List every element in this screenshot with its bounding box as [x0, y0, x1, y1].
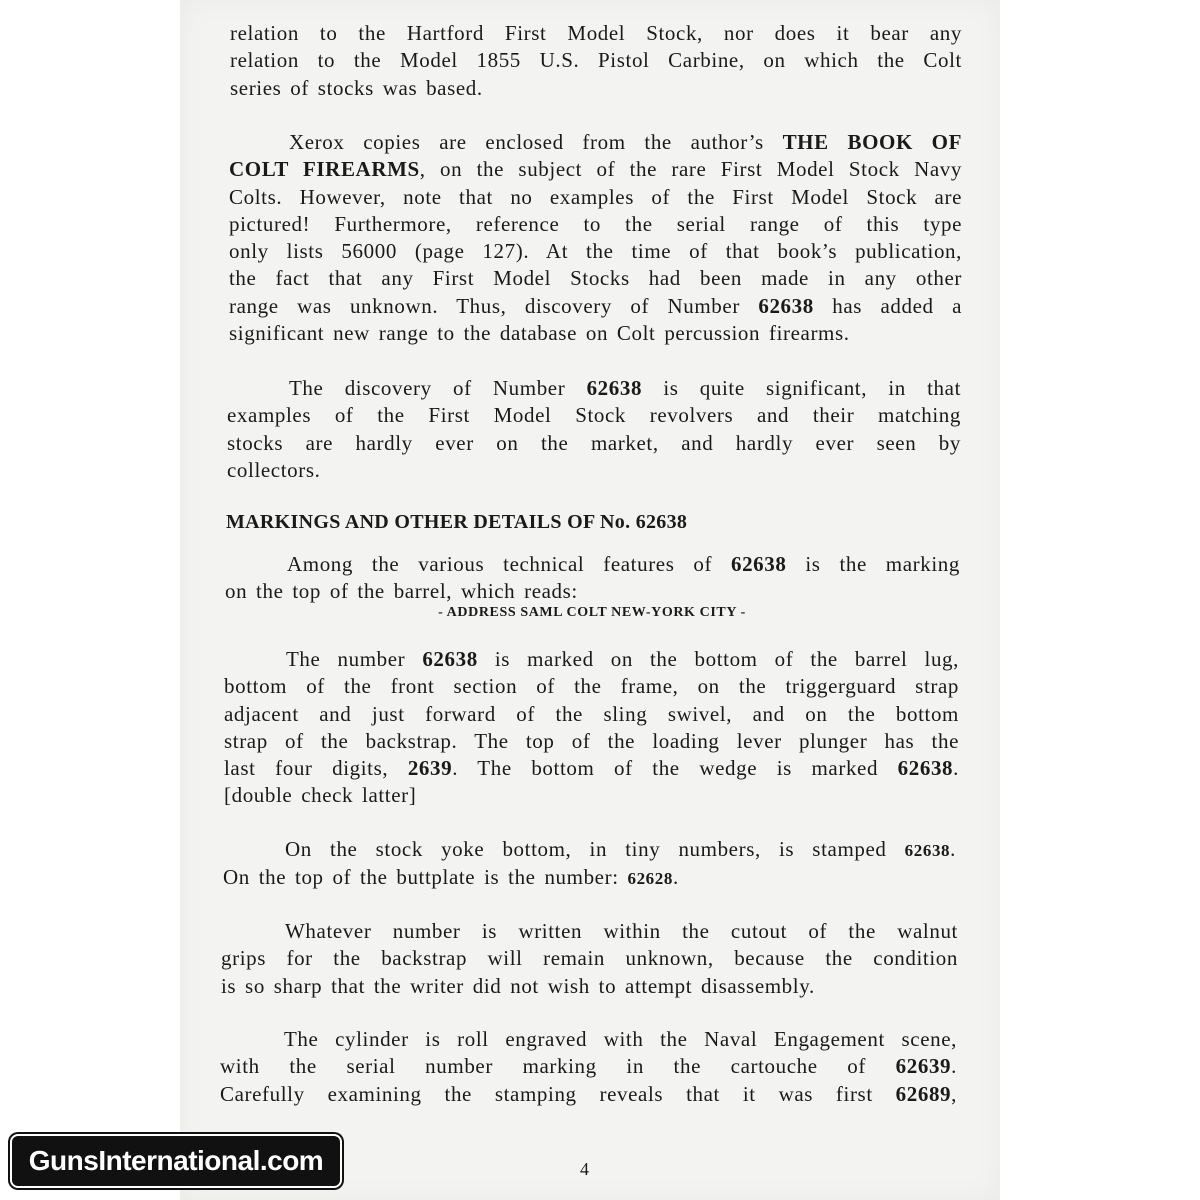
text-line: only lists 56000 (page 127). At the time of that book’s publication, [229, 239, 962, 264]
serial-number: 62638 [897, 756, 954, 781]
text-span: is quite significant, in that [642, 376, 962, 400]
text-span: On the stock yoke bottom, in tiny numbers, is stamped [285, 837, 905, 861]
text-line [229, 156, 962, 183]
serial-number: 62638 [904, 841, 951, 860]
text-span: is the marking [786, 552, 960, 576]
text-span: , [951, 1081, 957, 1106]
text-line: [double check latter] [224, 783, 417, 808]
text-line: relation to the Hartford First Model Stock, nor does it bear any [230, 21, 962, 45]
text-span: is marked on the bottom of the barrel lug, [477, 647, 959, 671]
paragraph-6 [223, 836, 956, 893]
text-span: has added a [813, 293, 963, 318]
text-span: Carefully examining the stamping reveals that it was first [220, 1081, 896, 1106]
text-span: The number [286, 647, 423, 671]
text-span: last four digits, [224, 756, 408, 781]
serial-number: 62638 [586, 376, 643, 400]
serial-number: 62639 [895, 1054, 952, 1079]
paragraph-4 [225, 551, 960, 606]
text-span: . [953, 756, 959, 781]
serial-number: 62638 [758, 293, 814, 318]
text-line [223, 864, 956, 892]
barrel-marking: - ADDRESS SAML COLT NEW-YORK CITY - [438, 605, 746, 620]
text-line: series of stocks was based. [230, 75, 483, 100]
paragraph-5 [224, 646, 959, 810]
text-line [227, 375, 961, 402]
text-line: The cylinder is roll engraved with the Naval Engagement scene, [284, 1027, 957, 1051]
text-line [223, 836, 956, 864]
text-line: adjacent and just forward of the sling swivel, and on the bottom [224, 701, 959, 726]
text-line: Whatever number is written within the cutout of the walnut [285, 919, 958, 943]
serial-number: 62628 [627, 869, 673, 889]
text-line: is so sharp that the writer did not wish to attempt disassembly. [221, 973, 815, 998]
text-span: . [950, 837, 956, 861]
page-number: 4 [580, 1159, 589, 1179]
text-line [224, 755, 959, 782]
paragraph-2 [229, 129, 962, 347]
text-line: strap of the backstrap. The top of the loading lever plunger has the [224, 728, 959, 753]
paragraph-8 [220, 1026, 957, 1108]
section-heading: MARKINGS AND OTHER DETAILS OF No. 62638 [226, 511, 688, 533]
text-line: Colts. However, note that no examples of the First Model Stock are [229, 184, 962, 209]
book-title: COLT FIREARMS [229, 157, 420, 182]
paragraph-7 [221, 918, 958, 1000]
text-line: stocks are hardly ever on the market, and hardly ever seen by [227, 430, 961, 455]
text-span: with the serial number marking in the cartouche of [220, 1054, 896, 1079]
serial-number: 62689 [895, 1081, 952, 1106]
text-line [220, 1081, 957, 1108]
serial-number: 62638 [422, 647, 478, 671]
text-line: collectors. [227, 457, 321, 482]
serial-number: 62638 [730, 552, 787, 576]
text-line: on the top of the barrel, which reads: [225, 579, 578, 604]
text-line: the fact that any First Model Stocks had been made in any other [229, 266, 962, 291]
text-span: range was unknown. Thus, discovery of Number [229, 293, 759, 318]
paragraph-1 [230, 20, 962, 102]
text-span: . [672, 865, 679, 890]
text-line: bottom of the front section of the frame, on the triggerguard strap [224, 674, 959, 699]
text-line: pictured! Furthermore, reference to the serial range of this type [229, 211, 962, 236]
text-line [229, 129, 962, 156]
text-span: . The bottom of the wedge is marked [452, 756, 898, 781]
text-span: Among the various technical features of [287, 552, 731, 576]
text-span: On the top of the buttplate is the number: [223, 865, 628, 890]
text-span: . [951, 1054, 957, 1079]
text-line [224, 646, 959, 673]
text-span: , on the subject of the rare First Model Stock Navy [419, 157, 962, 182]
text-line: examples of the First Model Stock revolvers and their matching [227, 403, 961, 428]
text-line [220, 1053, 957, 1080]
text-line [229, 293, 962, 320]
paragraph-3 [227, 375, 961, 484]
watermark-logo: GunsInternational.com [12, 1136, 340, 1186]
text-line: grips for the backstrap will remain unknown, because the condition [221, 946, 958, 971]
text-line: significant new range to the database on Colt percussion firearms. [229, 321, 850, 346]
text-span: Xerox copies are enclosed from the author’s [289, 130, 783, 154]
text-line: relation to the Model 1855 U.S. Pistol Carbine, on which the Colt [230, 48, 962, 73]
text-span: The discovery of Number [289, 376, 587, 400]
book-title: THE BOOK OF [782, 130, 962, 154]
serial-number: 2639 [407, 756, 453, 781]
text-line [225, 551, 960, 578]
